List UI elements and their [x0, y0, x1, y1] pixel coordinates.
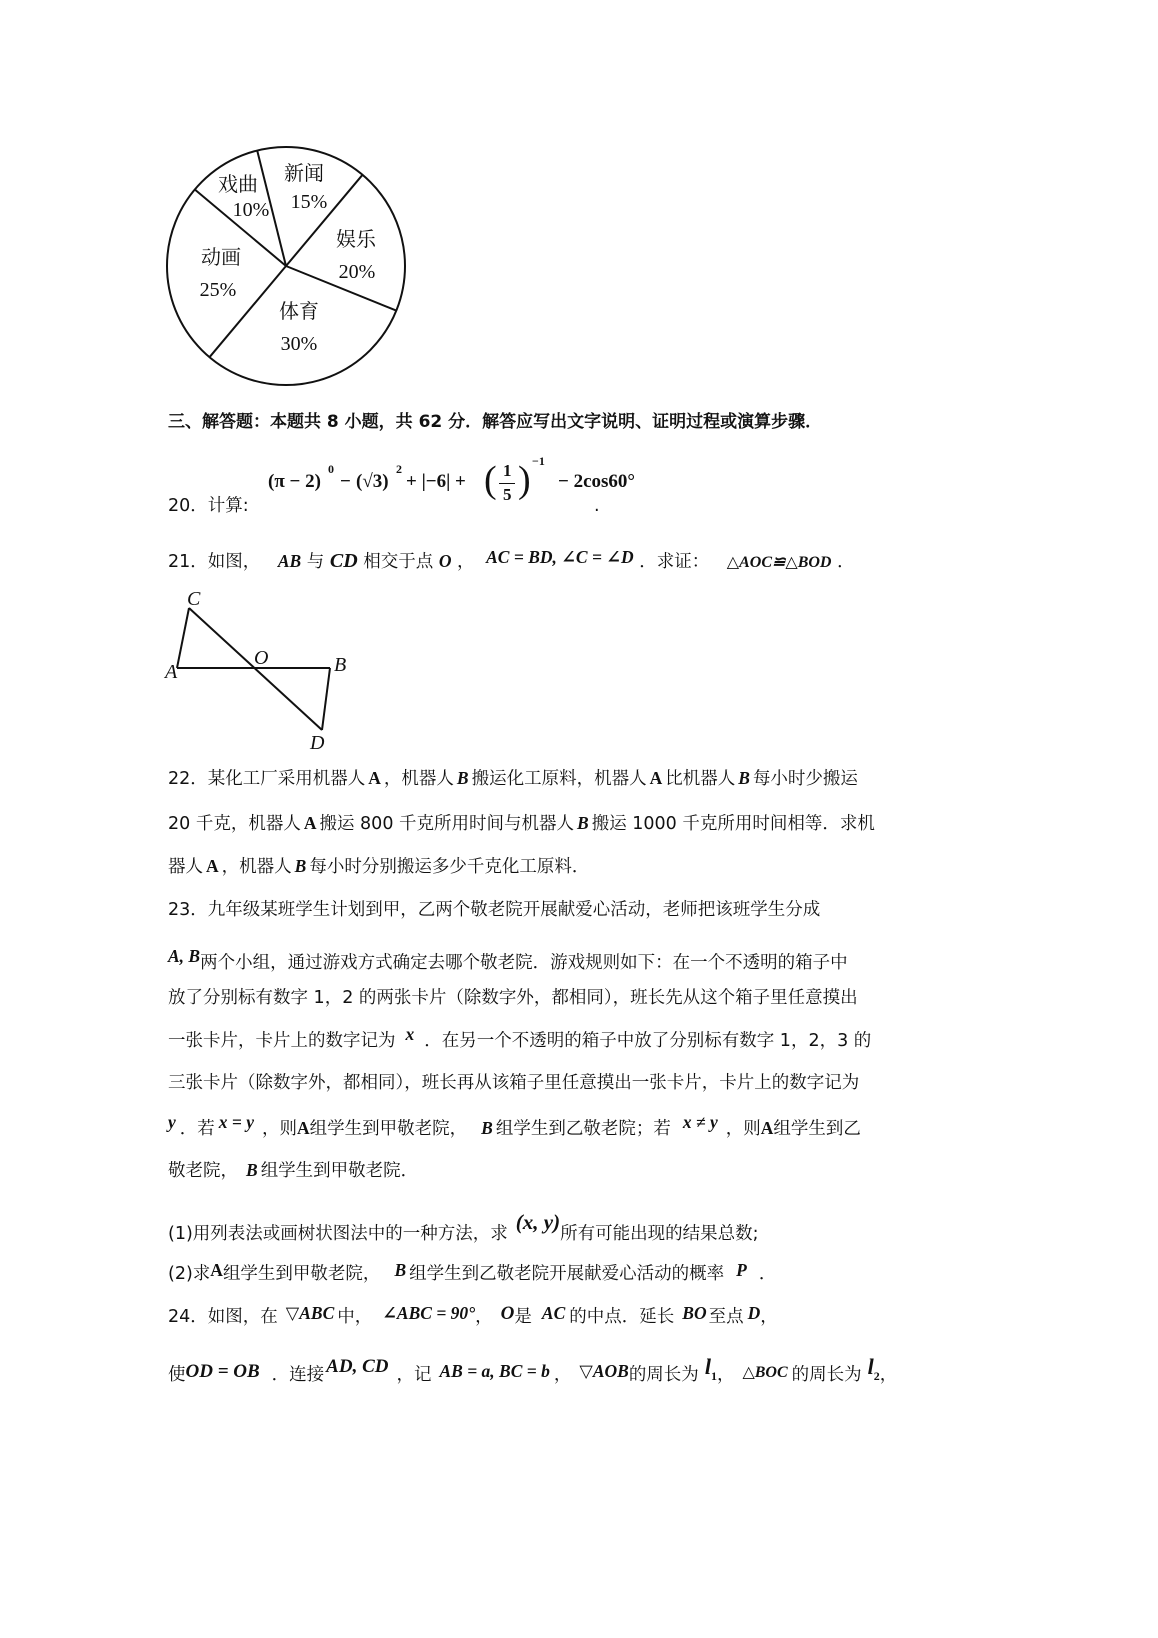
q23-l6e: ，则: [725, 1119, 761, 1139]
q20-term-e: − 2cos60°: [558, 471, 636, 492]
q24-O: O: [500, 1303, 515, 1324]
q24-tri2: ▽AOB: [579, 1361, 629, 1381]
q21-condition: AC = BD, ∠C = ∠D: [486, 547, 634, 567]
q24-l2a: 使: [168, 1365, 186, 1385]
q22-l3c: 每小时分别搬运多少千克化工原料．: [309, 857, 590, 877]
q20-minus: −: [340, 471, 351, 492]
q22-l1A2: A: [649, 768, 663, 788]
q21-p2: 与: [306, 552, 325, 572]
q23-s2B: B: [394, 1260, 407, 1280]
q23-s2c: 组学生到乙敬老院开展献爱心活动的概率: [409, 1264, 725, 1284]
q21-goal: △AOC≌△BOD: [726, 554, 832, 571]
q24-l2c: ，记: [396, 1365, 432, 1385]
q23-line3: 放了分别标有数字 1，2 的两张卡片（除数字外，都相同），班长先从这个箱子里任意摸出: [168, 988, 858, 1008]
q22-l2c: 搬运 1000 千克所用时间相等．求机: [591, 814, 875, 834]
q24-ab: AB = a, BC = b: [439, 1361, 550, 1381]
q21-label-b: B: [334, 654, 347, 676]
q21-label-d: D: [310, 732, 325, 754]
q24-BO: BO: [682, 1303, 707, 1323]
q23-l6d: 组学生到乙敬老院；若: [495, 1119, 671, 1139]
pie-chart: [160, 145, 420, 390]
q21-ab: AB: [277, 551, 302, 571]
q24-l1e: 的中点．延长: [569, 1307, 675, 1327]
pie-value-sports: 30%: [280, 333, 318, 355]
q24-l2-sub: 2: [873, 1369, 880, 1383]
q22-l1b: ，机器人: [383, 769, 454, 789]
q24-line2: [168, 1354, 898, 1388]
q23-eq: x = y: [218, 1112, 255, 1132]
q20-number: 20．计算:: [168, 496, 249, 516]
q23-s1a: (1)用列表法或画树状图法中的一种方法，求: [168, 1224, 508, 1244]
q21-p6: ．: [837, 552, 855, 572]
q24-AC: AC: [541, 1303, 566, 1323]
q22-l1B: B: [456, 768, 469, 788]
q23-line6: [168, 1112, 861, 1141]
q24-adcd: AD, CD: [326, 1356, 389, 1377]
q22-line1: [168, 766, 858, 791]
q21-text: [168, 549, 855, 575]
q24-l2h: ，: [879, 1365, 898, 1385]
q22-l1B2: B: [738, 768, 750, 788]
q21-o: O: [438, 551, 452, 571]
q23-line4: [168, 1024, 872, 1053]
q24-line1: [168, 1304, 778, 1329]
q23-l7B: B: [246, 1160, 258, 1180]
q21-figure: [160, 585, 360, 755]
q23-ab: A, B: [168, 946, 201, 966]
q21-p5: ．求证：: [639, 552, 710, 572]
q20-frac-num: 1: [503, 461, 512, 480]
q24-tri3: △BOC: [742, 1364, 788, 1381]
q23-l2: 两个小组，通过游戏方式确定去哪个敬老院．游戏规则如下：在一个不透明的箱子中: [200, 953, 848, 973]
q23-line2: [168, 946, 848, 975]
q22-l1d: 比机器人: [665, 769, 736, 789]
q23-sub2: [168, 1261, 776, 1286]
q22-l2b: 搬运 800 千克所用时间与机器人: [319, 814, 575, 834]
q24-l2: l: [867, 1354, 874, 1379]
q24-l1a: 24．如图，在: [168, 1307, 278, 1327]
q24-l2d: ，: [553, 1365, 572, 1385]
q22-l3B: B: [294, 856, 307, 876]
q23-l6a: ．若: [179, 1119, 215, 1139]
pie-label-entertainment: 娱乐: [336, 229, 376, 251]
q24-eq: OD = OB: [185, 1361, 260, 1382]
q23-l4a: 一张卡片，卡片上的数字记为: [168, 1031, 396, 1051]
q20-term-a-exp: 0: [328, 462, 334, 476]
q22-l3a: 器人: [168, 857, 203, 877]
q22-l2a: 20 千克，机器人: [168, 814, 301, 834]
pie-value-animation: 25%: [199, 279, 237, 301]
pie-label-news: 新闻: [284, 163, 324, 185]
q20-term-c: + |−6| +: [406, 471, 466, 492]
q20-term-b: (√3): [356, 471, 389, 492]
q23-l6f: 组学生到乙: [773, 1119, 861, 1139]
q23-x: x: [405, 1024, 415, 1044]
q21-seg-ca: [177, 608, 189, 668]
q20-paren-left: (: [484, 459, 497, 501]
pie-label-opera: 戏曲: [218, 174, 258, 196]
q24-l1d: 是: [514, 1307, 532, 1327]
q24-ang: ∠ABC = 90°: [382, 1303, 476, 1323]
q21-label-a: A: [165, 661, 178, 683]
pie-value-entertainment: 20%: [338, 261, 376, 283]
q22-l2B: B: [577, 813, 589, 833]
q24-l1g: ，: [760, 1307, 778, 1327]
q20-frac-den: 5: [503, 485, 512, 504]
q24-l1f: 至点: [708, 1307, 744, 1327]
q21-seg-bd: [322, 668, 330, 730]
q22-l1a: 22．某化工厂采用机器人: [168, 769, 366, 789]
q24-l1b: 中，: [337, 1307, 373, 1327]
q23-l7a: 敬老院，: [168, 1161, 238, 1181]
q24-D: D: [747, 1303, 761, 1323]
q24-tri: ▽ABC: [285, 1303, 335, 1323]
q23-line7: [168, 1158, 418, 1183]
q23-xy: (x, y): [515, 1210, 561, 1234]
q22-line2: [168, 811, 875, 836]
pie-value-news: 15%: [290, 191, 328, 213]
q21-p1: 21．如图，: [168, 552, 261, 572]
q23-l6A2: A: [760, 1118, 774, 1138]
q24-l1-sub: 1: [710, 1369, 717, 1383]
q24-l2f: ，: [716, 1365, 735, 1385]
q23-l6c: 组学生到甲敬老院，: [309, 1119, 468, 1139]
q23-l6A: A: [297, 1118, 310, 1138]
q22-l1e: 每小时少搬运: [752, 769, 858, 789]
pie-value-opera: 10%: [232, 199, 270, 221]
pie-label-animation: 动画: [201, 247, 241, 269]
q24-l2g: 的周长为: [791, 1365, 862, 1385]
q23-s2d: ．: [758, 1264, 777, 1284]
q23-neq: x ≠ y: [682, 1112, 718, 1132]
q22-l2A: A: [303, 813, 317, 833]
q20-term-d-exp: −1: [532, 454, 545, 468]
q20-end: .: [594, 496, 600, 516]
q22-l3b: ，机器人: [221, 857, 292, 877]
q24-l1: l: [704, 1354, 711, 1379]
q22-l1c: 搬运化工原料，机器人: [471, 769, 647, 789]
q23-l4b: ．在另一个不透明的箱子中放了分别标有数字 1，2，3 的: [424, 1031, 872, 1051]
q23-s2A: A: [210, 1260, 223, 1280]
q22-l3A: A: [206, 856, 219, 876]
q21-p3: 相交于点: [363, 552, 434, 572]
pie-slice-start-entertainment: [286, 175, 363, 266]
q24-l2e: 的周长为: [628, 1365, 699, 1385]
q22-line3: [168, 854, 589, 879]
q23-line5: 三张卡片（除数字外，都相同），班长再从该箱子里任意摸出一张卡片，卡片上的数字记为: [168, 1073, 860, 1093]
q23-P: P: [736, 1260, 747, 1280]
q23-s1b: 所有可能出现的结果总数;: [560, 1224, 759, 1244]
pie-label-sports: 体育: [279, 301, 319, 323]
q21-cd: CD: [329, 550, 358, 572]
q24-l2b: ．连接: [271, 1365, 325, 1385]
q23-line1: 23．九年级某班学生计划到甲，乙两个敬老院开展献爱心活动，老师把该班学生分成: [168, 900, 821, 920]
section-heading: 三、解答题：本题共 8 小题，共 62 分．解答应写出文字说明、证明过程或演算步骤．: [168, 412, 823, 432]
q23-y: y: [168, 1112, 176, 1132]
q20-term-a: (π − 2): [268, 471, 321, 492]
q24-l1c: ，: [475, 1307, 493, 1327]
q21-label-c: C: [187, 588, 201, 610]
q22-l1A: A: [368, 768, 381, 788]
q20-term-b-exp: 2: [396, 462, 402, 476]
q23-s2a: (2)求: [168, 1264, 211, 1284]
q21-p4: ，: [457, 552, 475, 572]
q23-l6b: ，则: [262, 1119, 298, 1139]
q21-label-o: O: [254, 647, 269, 669]
q23-sub1: [168, 1210, 759, 1246]
q23-l7b: 组学生到甲敬老院．: [260, 1161, 419, 1181]
q20-frac-bar: [499, 483, 515, 484]
q20-paren-right: ): [518, 459, 531, 501]
q23-l6B: B: [481, 1118, 493, 1138]
q23-s2b: 组学生到甲敬老院，: [222, 1264, 381, 1284]
